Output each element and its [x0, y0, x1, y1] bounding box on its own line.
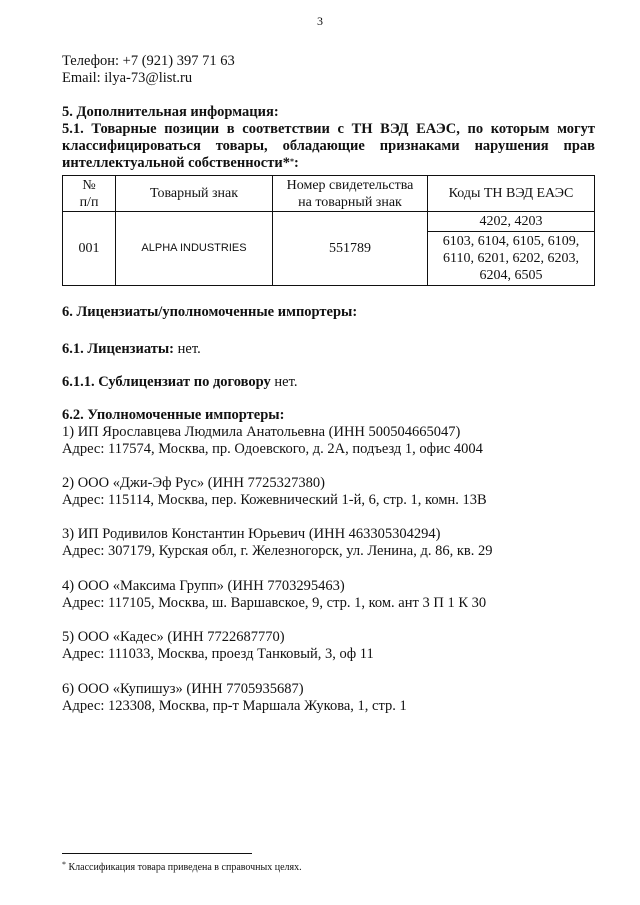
page-number: 3: [317, 14, 323, 28]
header-trademark: Товарный знак: [116, 176, 273, 212]
contact-phone: Телефон: +7 (921) 397 71 63: [62, 53, 235, 69]
codes-line1: 6103, 6104, 6105, 6109,: [442, 234, 580, 249]
importers-heading: 6.2. Уполномоченные импортеры:: [62, 407, 285, 423]
section6-heading: 6. Лицензиаты/уполномоченные импортеры:: [62, 304, 358, 320]
importer-5-address: Адрес: 111033, Москва, проезд Танковый, 3, оф 11: [62, 646, 374, 662]
licensees-value: нет.: [174, 341, 201, 357]
section5-heading: 5. Дополнительная информация:: [62, 104, 279, 120]
row-certificate: 551789: [273, 212, 428, 286]
section5-1-line3: [62, 155, 299, 172]
importer-1-address: Адрес: 117574, Москва, пр. Одоевского, д. 2А, подъезд 1, офис 4004: [62, 441, 483, 457]
row-trademark: ALPHA INDUSTRIES: [116, 212, 273, 286]
trademark-table: [62, 175, 595, 286]
header-num-line1: №: [82, 177, 96, 193]
sublicensee-value: нет.: [270, 374, 298, 390]
row-codes-group1: 4202, 4203: [428, 212, 595, 232]
header-num: [63, 176, 116, 212]
importer-1-name: 1) ИП Ярославцева Людмила Анатольевна (ИНН 500504665047): [62, 424, 461, 440]
header-certificate: [273, 176, 428, 212]
importer-3-name: 3) ИП Родивилов Константин Юрьевич (ИНН 463305304294): [62, 526, 441, 542]
table-row: [63, 212, 595, 232]
licensees-line: [62, 341, 201, 358]
sublicensee-line: [62, 374, 297, 391]
section5-1-colon: :: [293, 155, 299, 171]
importer-4-name: 4) ООО «Максима Групп» (ИНН 7703295463): [62, 578, 345, 594]
importer-3-address: Адрес: 307179, Курская обл, г. Железногорск, ул. Ленина, д. 86, кв. 29: [62, 543, 493, 559]
row-codes-group2: [428, 232, 595, 286]
importer-5-name: 5) ООО «Кадес» (ИНН 7722687770): [62, 629, 285, 645]
header-codes: Коды ТН ВЭД ЕАЭС: [428, 176, 595, 212]
footnote-mark: *: [62, 860, 66, 869]
contact-email: Email: ilya-73@list.ru: [62, 70, 193, 86]
header-cert-line1: Номер свидетельства: [286, 177, 414, 193]
importer-2-address: Адрес: 115114, Москва, пер. Кожевнический 1-й, 6, стр. 1, комн. 13В: [62, 492, 487, 508]
licensees-label: 6.1. Лицензиаты:: [62, 341, 175, 357]
importer-6-name: 6) ООО «Купишуз» (ИНН 7705935687): [62, 681, 304, 697]
codes-line2: 6110, 6201, 6202, 6203,: [443, 251, 579, 266]
header-cert-line2: на товарный знак: [298, 194, 402, 210]
footnote: [62, 862, 302, 873]
importer-2-name: 2) ООО «Джи-Эф Рус» (ИНН 7725327380): [62, 475, 325, 491]
importer-4-address: Адрес: 117105, Москва, ш. Варшавское, 9, стр. 1, ком. ант 3 П 1 К 30: [62, 595, 487, 611]
codes-line3: 6204, 6505: [479, 268, 543, 283]
footnote-ref: *: [289, 157, 294, 166]
section5-1-line2: классифицироваться товары, обладающие признаками нарушения прав: [62, 138, 595, 154]
section5-1-line3-text: интеллектуальной собственности*: [62, 155, 290, 171]
footnote-divider: [62, 853, 252, 854]
section5-1-line1: 5.1. Товарные позиции в соответствии с ТН ВЭД ЕАЭС, по которым могут: [62, 121, 595, 137]
table-header-row: [63, 176, 595, 212]
row-num: 001: [63, 212, 116, 286]
footnote-text: Классификация товара приведена в справочных целях.: [66, 862, 302, 873]
header-num-line2: п/п: [79, 194, 99, 210]
sublicensee-label: 6.1.1. Сублицензиат по договору: [62, 374, 271, 390]
importer-6-address: Адрес: 123308, Москва, пр-т Маршала Жукова, 1, стр. 1: [62, 698, 407, 714]
